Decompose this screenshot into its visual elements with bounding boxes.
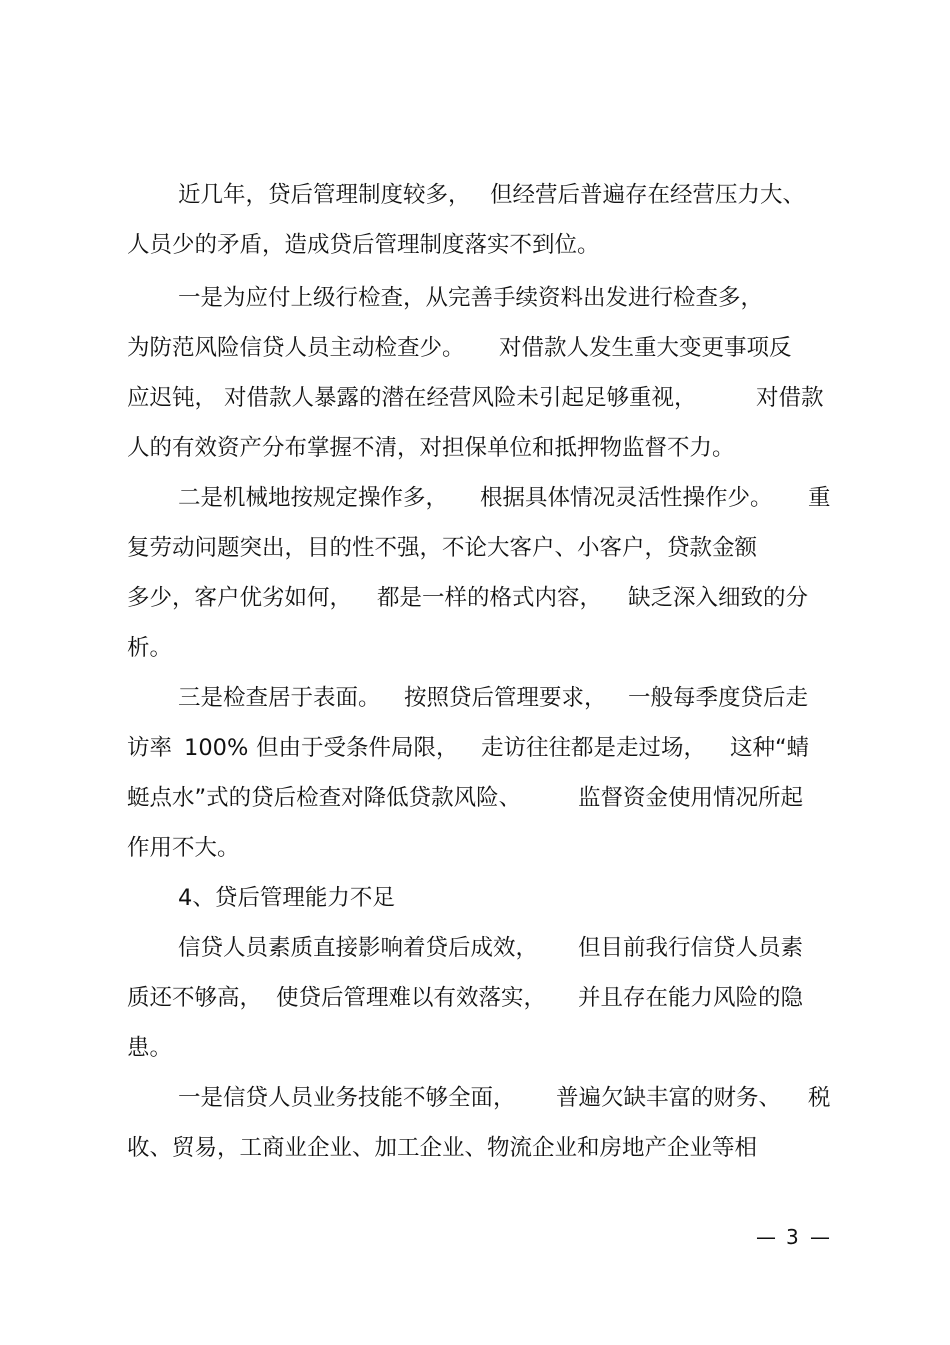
text-segment: 但经营后普遍存在经营压力大、 — [490, 182, 806, 208]
text-segment: 患。 — [127, 1035, 173, 1061]
footer-dash-left: — — [756, 1225, 776, 1249]
text-segment: 近几年，贷后管理制度较多， — [178, 182, 471, 208]
text-segment: 一是为应付上级行检查，从完善手续资料出发进行检查多， — [178, 285, 764, 311]
text-segment: 使贷后管理难以有效落实， — [276, 985, 547, 1011]
text-segment: 质还不够高， — [127, 985, 263, 1011]
text-segment: 对借款人发生重大变更事项反 — [499, 335, 792, 361]
text-segment: 但目前我行信贷人员素 — [578, 935, 804, 961]
text-segment: 普遍欠缺丰富的财务、 — [556, 1085, 782, 1111]
text-segment: 作用不大。 — [127, 835, 240, 861]
text-segment: 4、贷后管理能力不足 — [178, 885, 395, 911]
text-segment: 但由于受条件局限， — [256, 735, 459, 761]
text-segment: 税 — [808, 1085, 831, 1111]
text-segment: 收、贸易，工商业企业、加工企业、物流企业和房地产企业等相 — [127, 1135, 758, 1161]
text-segment: 人员少的矛盾，造成贷后管理制度落实不到位。 — [127, 232, 600, 258]
text-segment: 走访往往都是走过场， — [481, 735, 707, 761]
text-segment: 监督资金使用情况所起 — [578, 785, 804, 811]
text-segment: 一般每季度贷后走 — [628, 685, 809, 711]
text-segment: 并且存在能力风险的隐 — [578, 985, 804, 1011]
page-number: 3 — [786, 1225, 799, 1249]
text-segment: 二是机械地按规定操作多， — [178, 485, 449, 511]
footer-dash-right: — — [810, 1225, 830, 1249]
text-segment: 访率 — [127, 735, 173, 761]
text-segment: 对借款 — [756, 385, 824, 411]
text-segment: 100% — [184, 735, 249, 761]
text-segment: 对借款人暴露的潜在经营风险未引起足够重视， — [224, 385, 697, 411]
text-segment: 重 — [808, 485, 831, 511]
text-segment: 都是一样的格式内容， — [377, 585, 603, 611]
text-segment: 应迟钝， — [127, 385, 218, 411]
text-segment: 三是检查居于表面。 — [178, 685, 381, 711]
text-segment: 这种“蜻 — [730, 735, 810, 761]
text-segment: 复劳动问题突出，目的性不强，不论大客户、小客户，贷款金额 — [127, 535, 758, 561]
text-segment: 析。 — [127, 635, 173, 661]
text-segment: 人的有效资产分布掌握不清，对担保单位和抵押物监督不力。 — [127, 435, 735, 461]
text-segment: 按照贷后管理要求， — [404, 685, 607, 711]
text-segment: 多少，客户优劣如何， — [127, 585, 353, 611]
text-segment: 缺乏深入细致的分 — [628, 585, 809, 611]
text-segment: 根据具体情况灵活性操作少。 — [480, 485, 773, 511]
text-segment: 一是信贷人员业务技能不够全面， — [178, 1085, 516, 1111]
text-segment: 蜓点水”式的贷后检查对降低贷款风险、 — [127, 785, 522, 811]
text-segment: 信贷人员素质直接影响着贷后成效， — [178, 935, 539, 961]
text-segment: 为防范风险信贷人员主动检查少。 — [127, 335, 465, 361]
